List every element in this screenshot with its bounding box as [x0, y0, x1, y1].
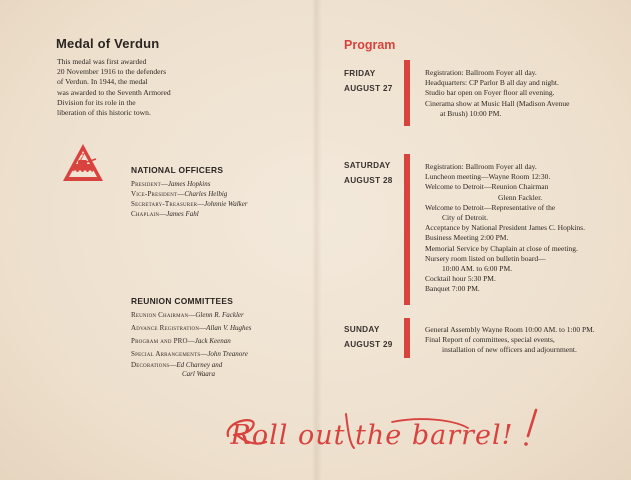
medal-line: liberation of this historic town. [57, 108, 151, 118]
committee-name: John Treanore [207, 350, 248, 358]
officer-role: Secretary-Treasurer [131, 200, 198, 208]
event-line: Welcome to Detroit—Representative of the [425, 202, 556, 212]
sunday-divider-bar [404, 318, 410, 358]
medal-line: This medal was first awarded [57, 57, 147, 66]
medal-line: Division for its role in the [57, 97, 136, 107]
officer-item: President—James Hopkins [131, 180, 211, 188]
event-line: Welcome to Detroit—Reunion Chairman [425, 182, 549, 192]
friday-divider-bar [404, 60, 410, 126]
day-name: FRIDAY [344, 69, 376, 78]
event-line: Luncheon meeting—Wayne Room 12:30. [425, 172, 551, 182]
medal-line: was awarded to the Seventh Armored [57, 87, 171, 97]
national-officers-list [131, 179, 248, 219]
day-name: SUNDAY [344, 325, 380, 334]
committee-name: Allan V. Hughes [206, 324, 252, 332]
event-line: Registration: Ballroom Foyer all day. [425, 162, 537, 171]
reunion-committees-heading: REUNION COMMITTEES [131, 296, 234, 306]
committee-role: Special Arrangements [131, 350, 201, 358]
day-date: AUGUST 28 [344, 176, 393, 185]
day-name: SATURDAY [344, 161, 391, 170]
event-line: Cocktail hour 5:30 PM. [425, 274, 496, 284]
event-line: Registration: Ballroom Foyer all day. [425, 68, 537, 77]
officer-item: Chaplain—James Fahl [131, 210, 199, 218]
officer-item: Secretary-Treasurer—Johnnie Walker [131, 200, 248, 208]
officer-role: Vice-President [131, 190, 178, 198]
committee-role: Program and PRO [131, 337, 188, 345]
medal-description [57, 57, 197, 118]
sunday-events [425, 325, 595, 356]
day-date: AUGUST 29 [344, 340, 393, 349]
committee-item: Decorations—Ed Charney and [131, 361, 223, 369]
committee-item: Reunion Chairman—Glenn R. Fackler [131, 311, 244, 319]
day-heading-saturday [344, 158, 393, 188]
committee-name: Jack Keenan [194, 337, 231, 345]
event-line: General Assembly Wayne Room 10:00 AM. to 1:00 PM. [425, 325, 595, 334]
event-line: Nursery room listed on bulletin board— [425, 253, 546, 263]
committee-item: Program and PRO—Jack Keenan [131, 337, 231, 345]
seventh-armored-emblem-icon [61, 141, 105, 185]
day-heading-friday [344, 66, 393, 96]
event-line: Studio bar open on Foyer floor all evening. [425, 88, 555, 98]
officer-name: James Fahl [166, 210, 199, 218]
medal-line: 20 November 1916 to the defenders [57, 67, 167, 77]
committee-role: Reunion Chairman [131, 311, 189, 319]
committee-item: Advance Registration—Allan V. Hughes [131, 324, 252, 332]
committee-role: Decorations [131, 361, 170, 369]
event-line: Glenn Fackler. [498, 192, 543, 202]
event-line: Final Report of committees, special events, [425, 335, 555, 345]
event-line: Business Meeting 2:00 PM. [425, 233, 509, 243]
day-heading-sunday [344, 322, 393, 352]
program-title: Program [344, 38, 396, 52]
event-line: City of Detroit. [442, 213, 489, 223]
friday-events [425, 68, 569, 119]
event-line: Memorial Service by Chaplain at close of meeting. [425, 243, 578, 253]
event-line: Cinerama show at Music Hall (Madison Avenue [425, 98, 570, 108]
officer-name: James Hopkins [167, 180, 211, 188]
day-date: AUGUST 27 [344, 84, 393, 93]
emblem-mark: 7 [79, 152, 85, 162]
officer-name: Charles Helbig [184, 190, 228, 198]
event-line: Headquarters: CP Parlor B all day and night. [425, 78, 559, 88]
committee-role: Advance Registration [131, 324, 200, 332]
saturday-events [425, 162, 585, 295]
event-line: 10:00 AM. to 6:00 PM. [442, 264, 513, 274]
slogan-text: Roll out the barrel! [230, 420, 514, 451]
committee-name: Glenn R. Fackler [195, 311, 244, 319]
medal-title: Medal of Verdun [56, 36, 160, 51]
officer-item: Vice-President—Charles Helbig [131, 190, 228, 198]
committee-name-continued: Carl Waara [182, 370, 216, 378]
national-officers-heading: NATIONAL OFFICERS [131, 165, 224, 175]
event-line: Banquet 7:00 PM. [425, 284, 480, 294]
reunion-committees-list [131, 309, 251, 379]
event-line: at Brush) 10:00 PM. [440, 108, 502, 118]
committee-item: Special Arrangements—John Treanore [131, 350, 248, 358]
saturday-divider-bar [404, 154, 410, 305]
slogan-script [222, 402, 552, 460]
officer-name: Johnnie Walker [204, 200, 248, 208]
committee-name: Ed Charney and [176, 361, 223, 369]
medal-line: of Verdun. In 1944, the medal [57, 77, 148, 87]
event-line: installation of new officers and adjournment. [442, 345, 577, 355]
officer-role: President [131, 180, 161, 188]
officer-role: Chaplain [131, 210, 160, 218]
event-line: Acceptance by National President James C. Hopkins. [425, 223, 585, 233]
